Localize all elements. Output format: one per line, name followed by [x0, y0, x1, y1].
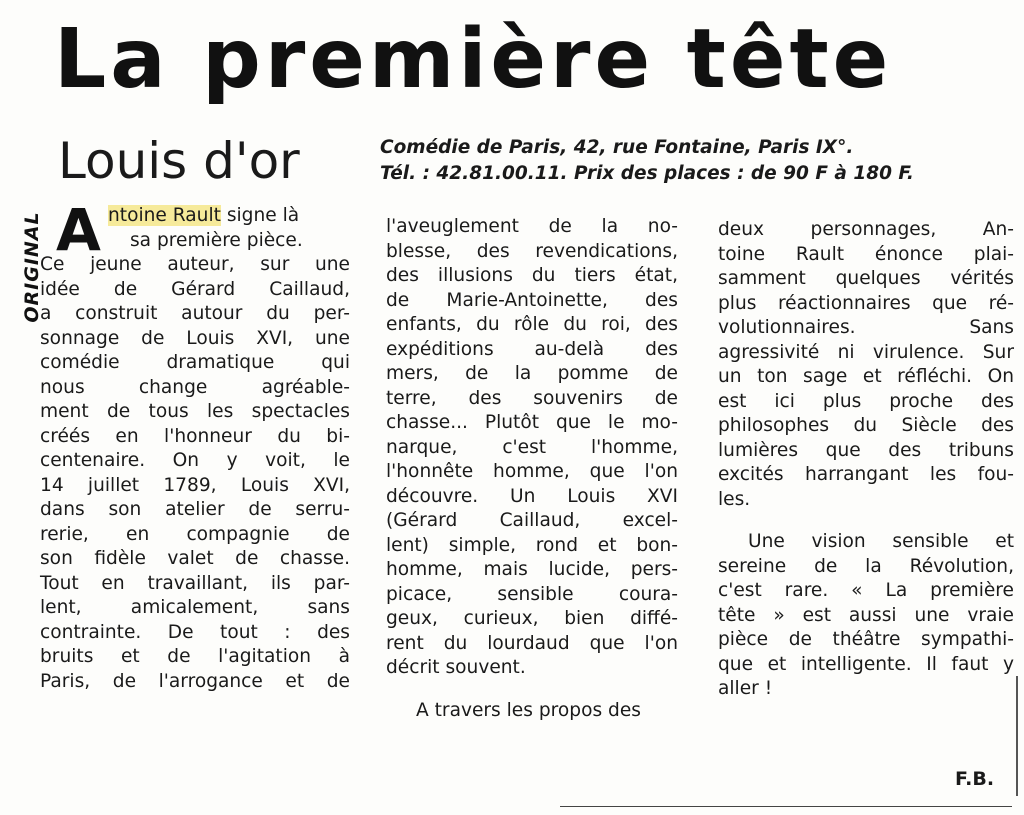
column-2-new-paragraph: A travers les propos des — [416, 699, 641, 721]
text-line: mers, de la pomme de — [386, 363, 678, 384]
text-line: c'est rare. « La première — [718, 580, 1014, 601]
text-line: l'honnête homme, que l'on — [386, 461, 678, 482]
rubric-text: ORIGINAL — [21, 211, 43, 323]
venue-info — [380, 135, 914, 187]
text-line: Paris, de l'arrogance et de — [40, 670, 350, 692]
text-line: un ton sage et réfléchi. On — [718, 366, 1014, 387]
venue-address: Comédie de Paris, 42, rue Fontaine, Paris IX°. — [380, 137, 854, 158]
text-line: lumières que des tribuns — [718, 439, 1014, 461]
dropcap-line-2: sa première pièce. — [130, 229, 303, 251]
text-line: deux personnages, An- — [718, 219, 1014, 240]
text-line: les. — [718, 488, 751, 510]
text-line: homme, mais lucide, pers- — [386, 559, 678, 580]
text-line: aller ! — [718, 678, 773, 699]
text-line: son fidèle valet de chasse. — [40, 548, 350, 569]
text-line: geux, curieux, bien diffé- — [386, 608, 678, 629]
text-line: chasse... Plutôt que le mo- — [386, 412, 678, 433]
text-line: ment de tous les spectacles — [40, 401, 350, 422]
text-line: tête » est aussi une vraie — [718, 604, 1014, 626]
text-line: sereine de la Révolution, — [718, 555, 1014, 577]
text-line: rerie, en compagnie de — [40, 523, 350, 545]
author-signature: F.B. — [955, 768, 995, 790]
text-line: toine Rault énonce plai- — [718, 243, 1014, 265]
subheadline: Louis d'or — [58, 132, 300, 190]
dropcap-paragraph-start — [40, 196, 350, 264]
text-line: Tout en travaillant, ils par- — [40, 572, 350, 594]
text-line: contrainte. De tout : des — [40, 621, 350, 643]
text-line: Ce jeune auteur, sur une — [40, 254, 350, 275]
text-line: centenaire. On y voit, le — [40, 450, 350, 471]
column-1 — [40, 196, 350, 694]
headline: La première tête — [54, 12, 893, 107]
text-line: (Gérard Caillaud, excel- — [386, 510, 678, 531]
dropcap-letter: A — [56, 196, 101, 264]
column-2 — [386, 215, 678, 723]
text-line: expéditions au-delà des — [386, 338, 678, 360]
highlighted-author-name: ntoine Rault — [108, 205, 221, 226]
text-line: picace, sensible coura- — [386, 583, 678, 605]
bottom-rule — [560, 806, 1012, 807]
text-line: l'aveuglement de la no- — [386, 216, 678, 237]
text-line: idée de Gérard Caillaud, — [40, 278, 350, 300]
column-1-lines — [40, 253, 350, 694]
text-line: a construit autour du per- — [40, 303, 350, 324]
text-line: de Marie-Antoinette, des — [386, 289, 678, 311]
venue-phone-prices: Tél. : 42.81.00.11. Prix des places : de 90 F à 180 F. — [380, 163, 914, 184]
dropcap-line-1-rest: signe là — [220, 205, 300, 226]
text-line: terre, des souvenirs de — [386, 387, 678, 409]
text-line: blesse, des revendications, — [386, 240, 678, 262]
paragraph-gap — [386, 681, 678, 699]
text-line: enfants, du rôle du roi, des — [386, 314, 678, 335]
column-2-lines — [386, 215, 678, 681]
text-line: lent, amicalement, sans — [40, 597, 350, 618]
column-3-paragraph-2 — [718, 530, 1014, 702]
text-line: excités harrangant les fou- — [718, 464, 1014, 485]
column-3-lines — [718, 218, 1014, 512]
text-line: comédie dramatique qui — [40, 352, 350, 373]
text-line: volutionnaires. Sans — [718, 317, 1014, 338]
text-line: narque, c'est l'homme, — [386, 436, 678, 458]
text-line: lent) simple, rond et bon- — [386, 534, 678, 556]
text-line: que et intelligente. Il faut y — [718, 653, 1014, 675]
text-line: 14 juillet 1789, Louis XVI, — [40, 474, 350, 496]
text-line: samment quelques vérités — [718, 268, 1014, 289]
text-line: bruits et de l'agitation à — [40, 646, 350, 667]
text-line: des illusions du tiers état, — [386, 265, 678, 286]
text-line: nous change agréable- — [40, 376, 350, 398]
text-line: est ici plus proche des — [718, 390, 1014, 412]
text-line: sonnage de Louis XVI, une — [40, 327, 350, 349]
text-line: rent du lourdaud que l'on — [386, 632, 678, 654]
text-line: philosophes du Siècle des — [718, 415, 1014, 436]
column-3 — [718, 218, 1014, 702]
text-line: découvre. Un Louis XVI — [386, 485, 678, 507]
paragraph-gap — [718, 512, 1014, 530]
dropcap-line-1 — [108, 204, 350, 229]
text-line: agressivité ni virulence. Sur — [718, 341, 1014, 363]
text-line: dans son atelier de serru- — [40, 499, 350, 520]
text-line: pièce de théâtre sympathi- — [718, 629, 1014, 650]
text-line: décrit souvent. — [386, 657, 526, 678]
right-margin-rule — [1016, 676, 1018, 796]
text-line: plus réactionnaires que ré- — [718, 292, 1014, 314]
text-line: créés en l'honneur du bi- — [40, 425, 350, 447]
text-line: Une vision sensible et — [748, 531, 1014, 552]
